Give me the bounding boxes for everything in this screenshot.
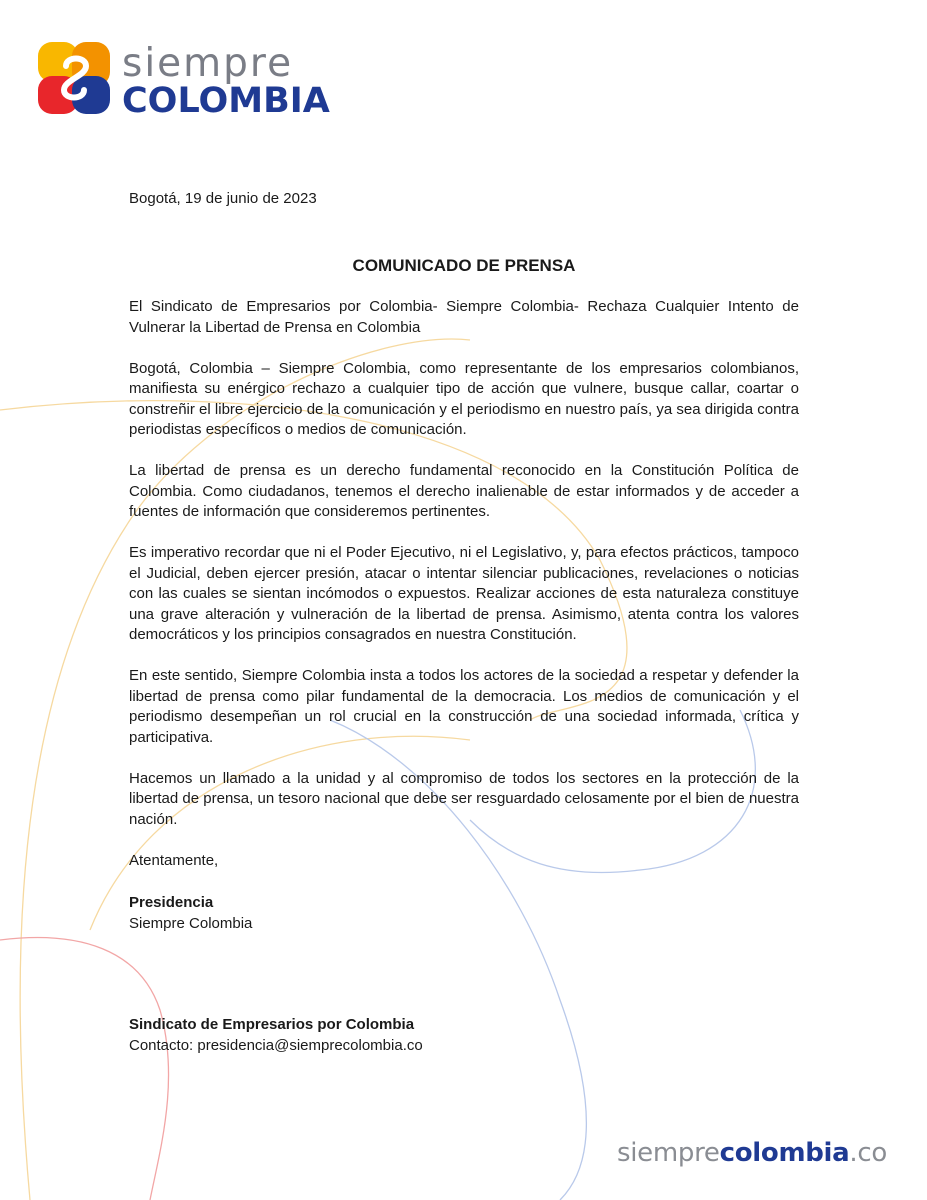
paragraph-headline: El Sindicato de Empresarios por Colombia- Siempre Colombia- Rechaza Cualquier Intento de Vulnerar la Libertad de Prensa en Colombia [129, 298, 799, 336]
contact-email: Contacto: presidencia@siemprecolombia.co [129, 1036, 423, 1054]
paragraph: Bogotá, Colombia – Siempre Colombia, como representante de los empresarios colombianos, manifiesta su enérgico rechazo a cualquier tipo de acción que vulnere, busque callar, coartar o constreñir el libre ejercicio de la comunicación y el periodismo en nuestro país, ya sea dirigida contra periodistas específicos o medios de comunicación. [129, 359, 799, 438]
contact-org: Sindicato de Empresarios por Colombia [129, 1016, 415, 1033]
signature-block [129, 893, 799, 934]
footer-website [617, 1138, 887, 1168]
letter-date: Bogotá, 19 de junio de 2023 [129, 190, 317, 207]
paragraph: Hacemos un llamado a la unidad y al compromiso de todos los sectores en la protección de la libertad de prensa, un tesoro nacional que debe ser resguardado celosamente por el bien de nuestra nación. [129, 769, 799, 828]
siempre-colombia-logo [38, 40, 328, 120]
sunburst-logo-icon [38, 42, 112, 116]
logo-word-colombia: COLOMBIA [122, 81, 330, 121]
footer-url-part1: siempre [616, 1138, 720, 1168]
signature-role: Presidencia [129, 894, 214, 911]
footer-url-part3: .co [849, 1138, 887, 1168]
letter-title: COMUNICADO DE PRENSA [352, 256, 576, 275]
logo-word-siempre: siempre [122, 41, 294, 86]
contact-block [129, 1015, 799, 1056]
logo-wordmark [122, 41, 330, 121]
paragraph: Es imperativo recordar que ni el Poder Ejecutivo, ni el Legislativo, y, para efectos prácticos, tampoco el Judicial, deben ejercer presión, atacar o intentar silenciar publicaciones, revelaciones o noticias con las cuales se sientan incómodos o expuestos. Realizar acciones de esta naturaleza constituye una grave alteración y vulneración de la libertad de prensa. Asimismo, atenta contra los valores democráticos y los principios consagrados en nuestra Constitución. [129, 544, 799, 643]
signature-org: Siempre Colombia [129, 914, 253, 932]
paragraph: En este sentido, Siempre Colombia insta a todos los actores de la sociedad a respetar y defender la libertad de prensa como pilar fundamental de la democracia. Los medios de comunicación y el periodismo desempeñan un rol crucial en la construcción de una sociedad informada, crítica y participativa. [129, 667, 799, 746]
footer-url-part2: colombia [719, 1138, 850, 1168]
paragraph: La libertad de prensa es un derecho fundamental reconocido en la Constitución Política de Colombia. Como ciudadanos, tenemos el derecho inalienable de estar informados y de acceder a fuentes de información que consideremos pertinentes. [129, 462, 799, 520]
letter-body [129, 297, 799, 892]
closing: Atentamente, [129, 851, 219, 869]
